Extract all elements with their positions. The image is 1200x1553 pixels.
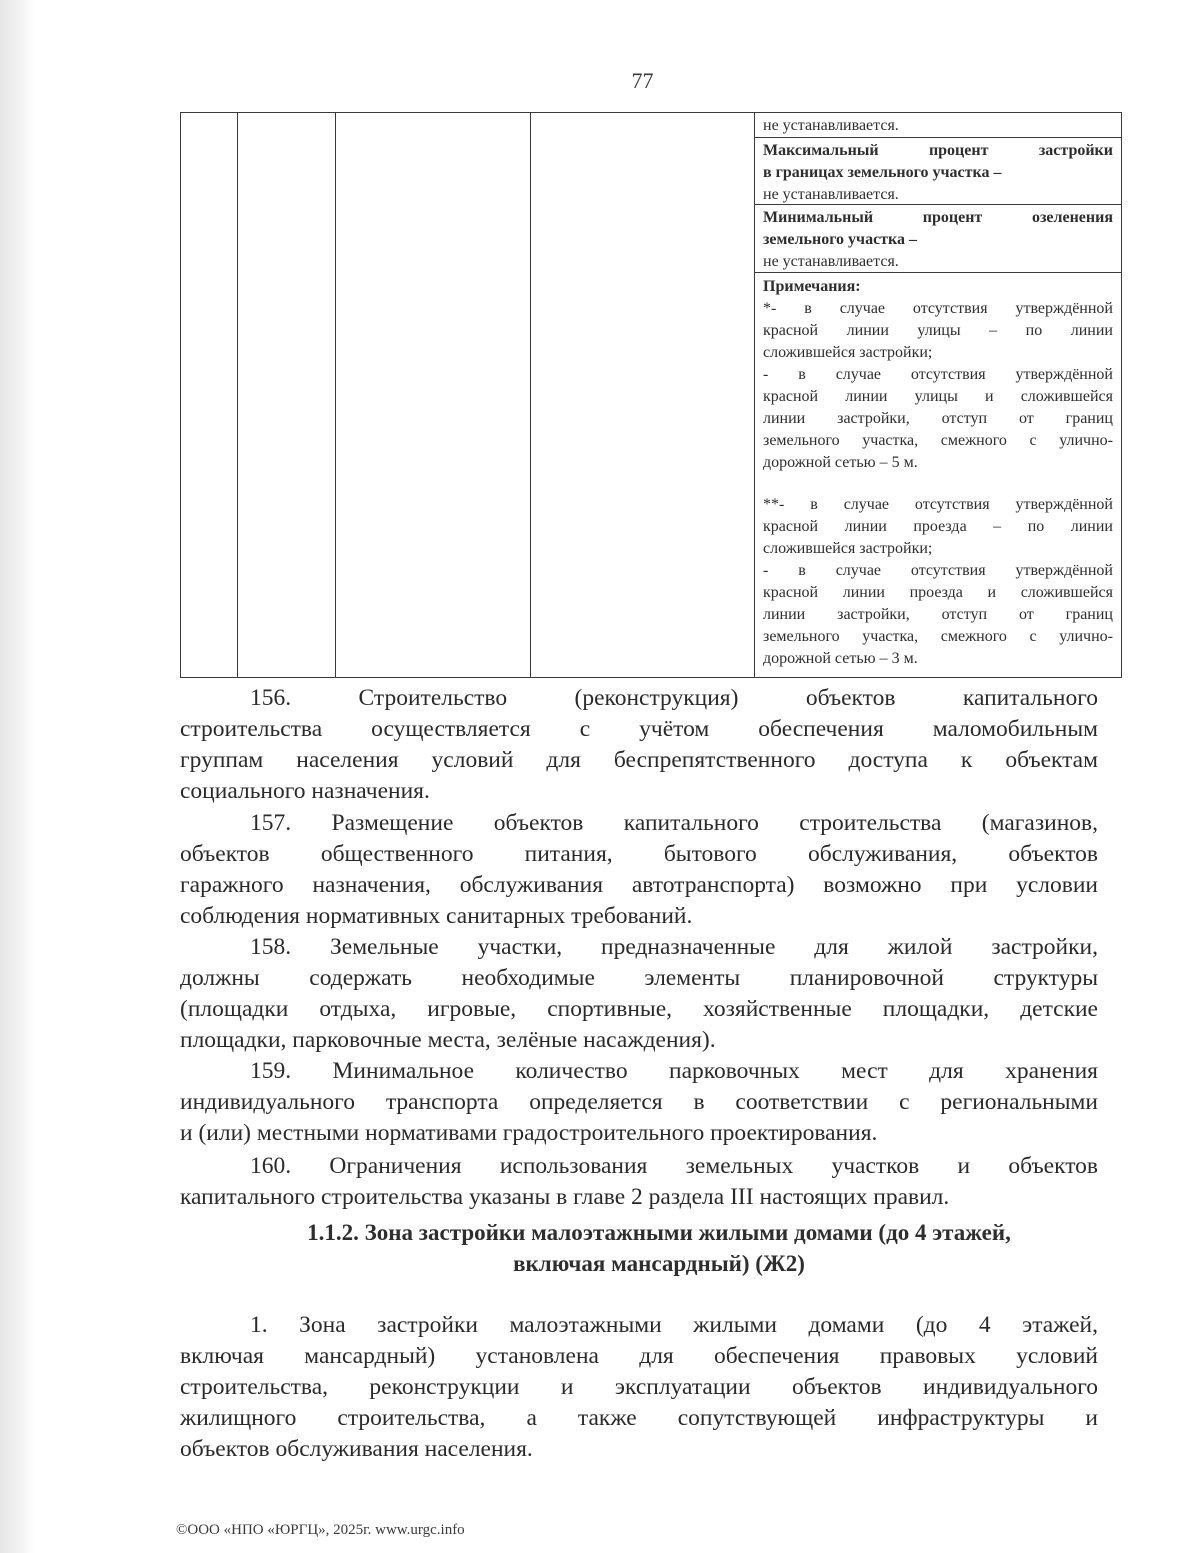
paragraph-157 [180,808,1098,932]
table-cell-line: сложившейся застройки; [763,344,933,361]
table-row-divider [754,204,1121,205]
table-cell-line: сложившейся застройки; [763,540,933,557]
table-cell-line: в границах земельного участка – [763,164,1002,181]
paragraph-line: объектов общественного питания, бытового обслуживания, объектов [180,841,1098,867]
table-row-divider [754,137,1121,138]
table-cell-line: земельного участка, смежного с улично- [763,628,1113,645]
paragraph-line: капитального строительства указаны в главе 2 раздела III настоящих правил. [180,1184,950,1210]
paragraph-line: 158. Земельные участки, предназначенные для жилой застройки, [250,934,1098,960]
table-cell-line: земельного участка, смежного с улично- [763,432,1113,449]
table-cell-line: красной линии проезда – по линии [763,518,1113,535]
table-cell-line: красной линии проезда и сложившейся [763,584,1113,601]
table-cell-line: дорожной сетью – 3 м. [763,650,918,667]
page-number: 77 [631,68,654,93]
clause-1 [180,1310,1098,1465]
paragraph-line: и (или) местными нормативами градостроительного проектирования. [180,1120,878,1146]
table-cell-line: - в случае отсутствия утверждённой [763,366,1113,383]
footer-copyright: ©ООО «НПО «ЮРГЦ», 2025г. www.urgc.info [176,1522,465,1538]
table-cell-line: не устанавливается. [763,117,899,134]
table-cell-min-greening-percent [763,207,1113,273]
paragraph-line: жилищного строительства, а также сопутствующей инфраструктуры и [180,1405,1098,1431]
table-column-divider [530,113,531,677]
paragraph-156 [180,683,1098,807]
paragraph-line: 1. Зона застройки малоэтажными жилыми домами (до 4 этажей, [250,1312,1098,1338]
table-cell-line: *- в случае отсутствия утверждённой [763,300,1113,317]
table-cell-line: Максимальный процент застройки [763,142,1113,159]
section-heading-line-2: включая мансардный) (Ж2) [513,1251,805,1276]
paragraph-line: строительства осуществляется с учётом обеспечения маломобильным [180,716,1098,742]
paragraph-line: объектов обслуживания населения. [180,1436,533,1462]
table-cell-notes [763,276,1113,670]
table-cell-line: красной линии улицы и сложившейся [763,388,1113,405]
table-cell-line: Примечания: [763,278,861,295]
table-cell-line: **- в случае отсутствия утверждённой [763,496,1113,513]
paragraph-line: социального назначения. [180,778,430,804]
paragraph-159 [180,1056,1098,1149]
paragraph-line: (площадки отдыха, игровые, спортивные, хозяйственные площадки, детские [180,996,1098,1022]
table-cell-max-building-percent [763,140,1113,206]
table-cell-line: дорожной сетью – 5 м. [763,454,918,471]
paragraph-line: строительства, реконструкции и эксплуатации объектов индивидуального [180,1374,1098,1400]
paragraph-line: индивидуального транспорта определяется в соответствии с региональными [180,1089,1098,1115]
table-column-divider [335,113,336,677]
table-row-divider [754,272,1121,273]
table-cell-line: не устанавливается. [763,253,899,270]
table-column-divider [754,113,755,677]
paragraph-line: 160. Ограничения использования земельных участков и объектов [250,1153,1098,1179]
table-column-divider [237,113,238,677]
paragraph-line: 157. Размещение объектов капитального строительства (магазинов, [250,810,1098,836]
regulations-table [180,112,1122,678]
section-heading [180,1217,1138,1279]
paragraph-line: включая мансардный) установлена для обеспечения правовых условий [180,1343,1098,1369]
table-cell-line: Минимальный процент озеленения [763,209,1113,226]
table-cell-line: линии застройки, отступ от границ [763,606,1113,623]
scan-left-edge [0,0,34,1553]
table-cell-line: линии застройки, отступ от границ [763,410,1113,427]
section-heading-line-1: 1.1.2. Зона застройки малоэтажными жилыми домами (до 4 этажей, [307,1220,1011,1245]
paragraph-line: группам населения условий для беспрепятственного доступа к объектам [180,747,1098,773]
paragraph-line: должны содержать необходимые элементы планировочной структуры [180,965,1098,991]
table-cell-line [763,474,1113,494]
paragraph-160 [180,1151,1098,1213]
table-cell-line: красной линии улицы – по линии [763,322,1113,339]
paragraph-line: соблюдения нормативных санитарных требований. [180,903,693,929]
table-cell-line: не устанавливается. [763,186,899,203]
table-cell-row-1 [763,115,1113,137]
table-cell-line: - в случае отсутствия утверждённой [763,562,1113,579]
paragraph-line: гаражного назначения, обслуживания автотранспорта) возможно при условии [180,872,1098,898]
paragraph-line: 156. Строительство (реконструкция) объектов капитального [250,685,1098,711]
paragraph-line: площадки, парковочные места, зелёные насаждения). [180,1027,716,1053]
table-cell-line: земельного участка – [763,231,918,248]
paragraph-line: 159. Минимальное количество парковочных мест для хранения [250,1058,1098,1084]
paragraph-158 [180,932,1098,1056]
